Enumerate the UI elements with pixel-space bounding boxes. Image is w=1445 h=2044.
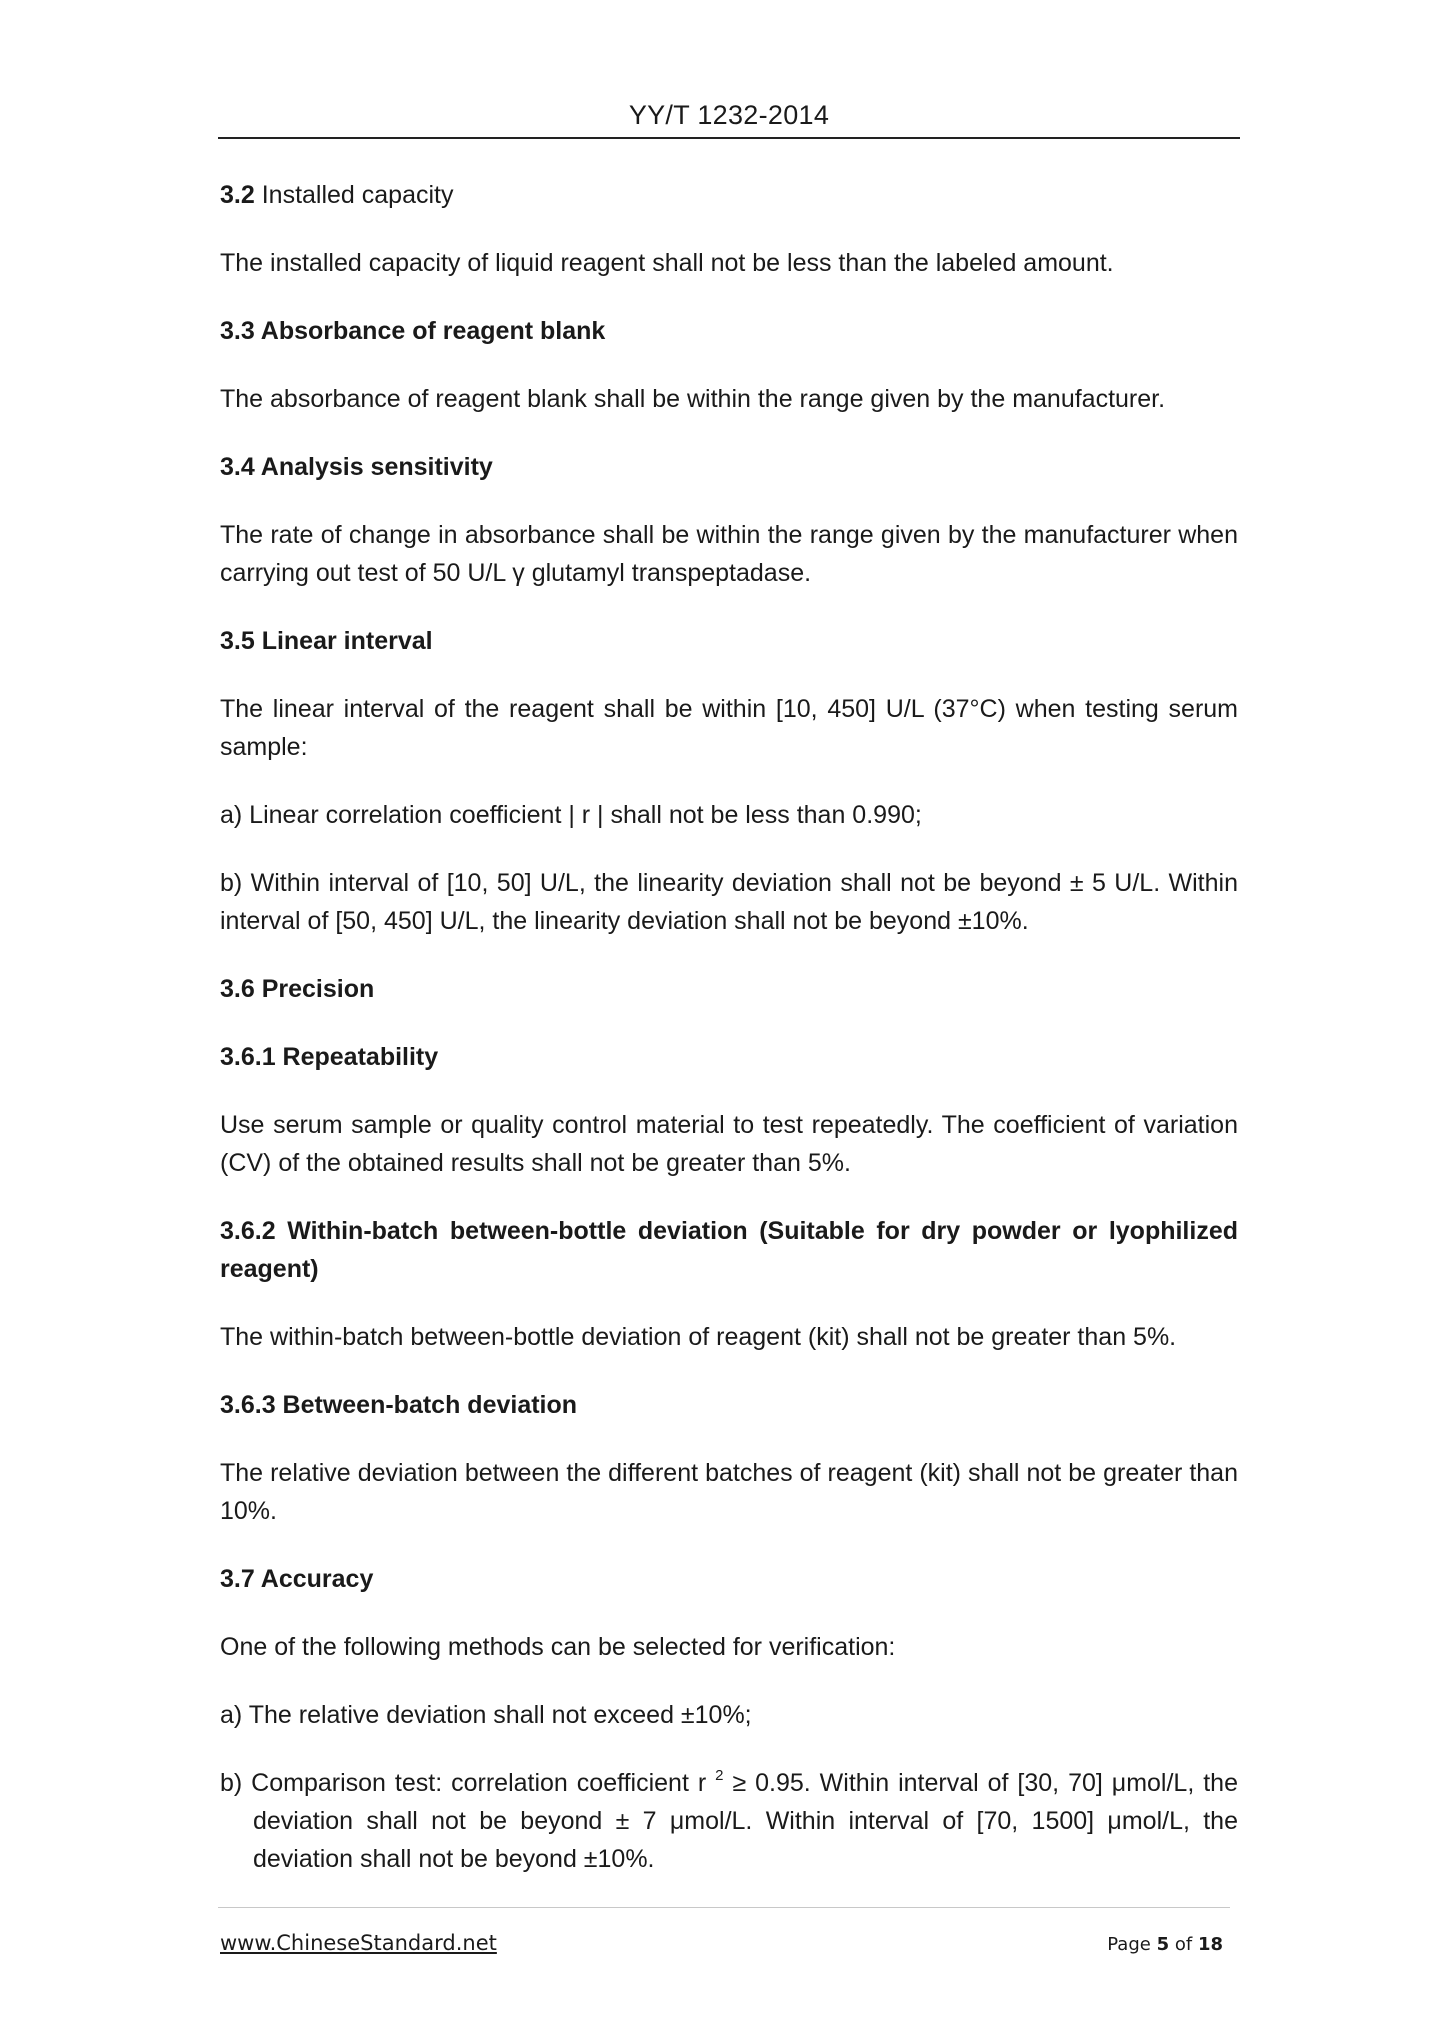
section-3-3-text: The absorbance of reagent blank shall be within the range given by the manufacturer.	[220, 385, 1166, 413]
section-3-5-text: The linear interval of the reagent shall be within [10, 450] U/L (37°C) when testing serum sample:	[220, 695, 1238, 761]
section-3-6-heading: 3.6 Precision	[220, 975, 375, 1003]
section-3-5-heading: 3.5 Linear interval	[220, 627, 433, 655]
footer-rule	[218, 1907, 1230, 1908]
item-b-superscript: 2	[715, 1766, 724, 1784]
section-3-6-3-text: The relative deviation between the different batches of reagent (kit) shall not be greater than 10%.	[220, 1459, 1238, 1525]
section-3-5-item-a: a) Linear correlation coefficient | r | shall not be less than 0.990;	[220, 801, 922, 829]
section-title: Installed capacity	[261, 181, 454, 209]
page-total: 18	[1197, 1934, 1223, 1955]
section-3-4-text: The rate of change in absorbance shall be within the range given by the manufacturer when carrying out test of 50 U/L γ glutamyl transpeptadase.	[220, 521, 1238, 587]
section-3-7-item-a: a) The relative deviation shall not exceed ±10%;	[220, 1701, 752, 1729]
page-current: 5	[1156, 1934, 1170, 1955]
section-3-7-text: One of the following methods can be selected for verification:	[220, 1633, 896, 1661]
section-3-3-heading: 3.3 Absorbance of reagent blank	[220, 317, 606, 345]
header-doc-code: YY/T 1232-2014	[628, 100, 830, 130]
section-3-6-2-text: The within-batch between-bottle deviation of reagent (kit) shall not be greater than 5%.	[220, 1323, 1177, 1351]
footer-website-link[interactable]: www.ChineseStandard.net	[220, 1931, 497, 1955]
section-3-2-heading	[220, 176, 1238, 214]
header-rule	[218, 137, 1240, 139]
section-3-2-text: The installed capacity of liquid reagent shall not be less than the labeled amount.	[220, 249, 1114, 277]
section-3-6-3-heading: 3.6.3 Between-batch deviation	[220, 1391, 578, 1419]
section-number: 3.2	[220, 181, 255, 209]
document-body	[220, 176, 1238, 1908]
footer-page-number	[1107, 1934, 1223, 1955]
section-3-6-2-heading: 3.6.2 Within-batch between-bottle deviation (Suitable for dry powder or lyophilized reagent)	[220, 1217, 1238, 1283]
section-3-7-item-b	[220, 1764, 1238, 1878]
page-label: Page	[1107, 1934, 1151, 1955]
section-3-6-1-heading: 3.6.1 Repeatability	[220, 1043, 439, 1071]
section-3-6-1-text: Use serum sample or quality control material to test repeatedly. The coefficient of variation (CV) of the obtained results shall not be greater than 5%.	[220, 1111, 1238, 1177]
section-3-5-item-b: b) Within interval of [10, 50] U/L, the linearity deviation shall not be beyond ± 5 U/L. Within interval of [50, 450] U/L, the linearity deviation shall not be beyond ±10%.	[220, 869, 1238, 935]
section-3-4-heading: 3.4 Analysis sensitivity	[220, 453, 493, 481]
section-3-7-heading: 3.7 Accuracy	[220, 1565, 374, 1593]
item-b-prefix: b) Comparison test: correlation coefficient r	[220, 1769, 716, 1797]
page-of: of	[1174, 1934, 1193, 1955]
item-b-rest: ≥ 0.95. Within interval of [30, 70] μmol/L, the deviation shall not be beyond ± 7 μmol/L. Within interval of [70, 1500] μmol/L, the deviation shall not be beyond ±10%.	[253, 1769, 1238, 1873]
